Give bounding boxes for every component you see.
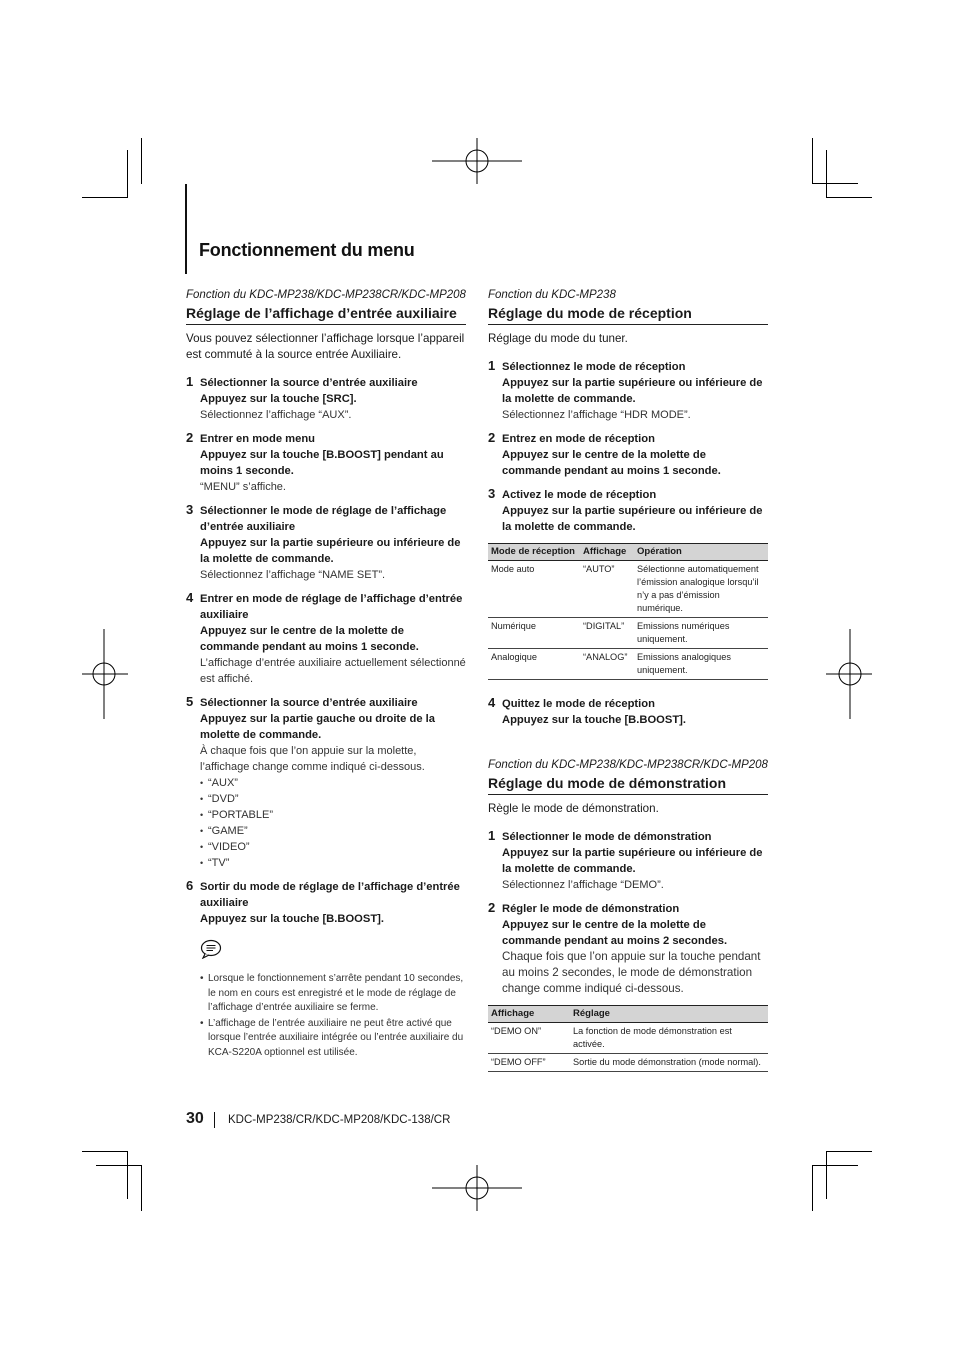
step: [186, 591, 466, 687]
step: [186, 431, 466, 495]
step-action: Appuyez sur la partie supérieure ou inférieure de la molette de commande.: [502, 847, 763, 875]
step-number: 4: [488, 695, 496, 710]
step-title: Activez le mode de réception: [502, 489, 657, 501]
table-cell: La fonction de mode démonstration est activée.: [570, 1023, 768, 1054]
section-intro: Règle le mode de démonstration.: [488, 802, 659, 815]
table-row: [488, 1023, 768, 1054]
section-title: Réglage du mode de réception: [488, 304, 768, 325]
table-cell: Mode auto: [488, 561, 580, 618]
step-number: 3: [488, 486, 496, 501]
table-header: Réglage: [570, 1006, 768, 1023]
table-row: [488, 649, 768, 680]
crop-mark: [826, 1151, 872, 1152]
footer-model: KDC-MP238/CR/KDC-MP208/KDC-138/CR: [228, 1114, 451, 1126]
table-header-row: [488, 1006, 768, 1023]
step-number: 1: [186, 374, 194, 389]
display-options-list: [200, 775, 466, 871]
step-title: Entrer en mode menu: [200, 433, 316, 445]
step-action: Appuyez sur la touche [B.BOOST].: [200, 913, 384, 925]
table-header: Affichage: [580, 544, 634, 561]
page-title: Fonctionnement du menu: [199, 240, 415, 260]
model-applicability: Fonction du KDC-MP238/KDC-MP238CR/KDC-MP208: [488, 759, 768, 771]
step-title: Entrez en mode de réception: [502, 433, 655, 445]
step-title: Sortir du mode de réglage de l’affichage d’entrée auxiliaire: [200, 881, 460, 909]
step-title: Sélectionner le mode de réglage de l’affichage d’entrée auxiliaire: [200, 505, 447, 533]
crop-mark: [826, 150, 827, 198]
demo-mode-section: [488, 758, 768, 1072]
step-number: 2: [488, 430, 496, 445]
step-result: Sélectionnez l’affichage “NAME SET”.: [200, 569, 386, 581]
step-number: 2: [186, 430, 194, 445]
step-action: Appuyez sur la partie gauche ou droite de la molette de commande.: [200, 713, 435, 741]
step: [488, 359, 768, 423]
table-cell: “ANALOG”: [580, 649, 634, 680]
registration-mark-icon: [432, 1165, 522, 1211]
crop-mark: [141, 138, 142, 184]
table-cell: “DIGITAL”: [580, 618, 634, 649]
list-item: • “TV”: [200, 855, 466, 871]
crop-mark: [826, 197, 872, 198]
step-title: Entrer en mode de réglage de l’affichage d’entrée auxiliaire: [200, 593, 463, 621]
crop-mark: [141, 1165, 142, 1211]
step-number: 2: [488, 900, 496, 915]
crop-mark: [127, 1151, 128, 1199]
step-action: Appuyez sur la partie supérieure ou inférieure de la molette de commande.: [200, 537, 461, 565]
step-action: Appuyez sur le centre de la molette de commande pendant au moins 2 secondes.: [502, 919, 728, 947]
list-item: • “GAME”: [200, 823, 466, 839]
table-cell: Sortie du mode démonstration (mode normal).: [570, 1054, 768, 1072]
table-row: [488, 1054, 768, 1072]
note-item: • Lorsque le fonctionnement s’arrête pendant 10 secondes, le nom en cours est enregistré et le mode de réglage de l’affichage d’entrée auxiliaire se ferme.: [200, 972, 466, 1016]
registration-mark-icon: [82, 629, 128, 719]
title-bar: [185, 184, 187, 274]
table-header: Mode de réception: [488, 544, 580, 561]
note-item: • L’affichage de l’entrée auxiliaire ne peut être activé que lorsque l’entrée auxiliaire intégrée ou l’entrée auxiliaire du KCA-S220A optionnel est utilisée.: [200, 1017, 466, 1061]
step: [488, 696, 768, 728]
table-cell: Sélectionne automatiquement l’émission analogique lorsqu’il n’y a pas d’émission numérique.: [634, 561, 768, 618]
step-title: Quittez le mode de réception: [502, 698, 655, 710]
step-title: Sélectionnez le mode de réception: [502, 361, 686, 373]
step-result: Sélectionnez l’affichage “DEMO”.: [502, 879, 664, 891]
model-applicability: Fonction du KDC-MP238/KDC-MP238CR/KDC-MP208: [186, 289, 466, 301]
section-title: Réglage du mode de démonstration: [488, 774, 768, 795]
step: [186, 695, 466, 871]
step-title: Sélectionner le mode de démonstration: [502, 831, 712, 843]
step-result: À chaque fois que l’on appuie sur la molette, l’affichage change comme indiqué ci-dessous.: [200, 745, 425, 773]
step: [186, 375, 466, 423]
table-header: Opération: [634, 544, 768, 561]
table-cell: Numérique: [488, 618, 580, 649]
step: [488, 901, 768, 997]
table-cell: “AUTO”: [580, 561, 634, 618]
step: [488, 829, 768, 893]
step-result: L’affichage d’entrée auxiliaire actuellement sélectionné est affiché.: [200, 657, 466, 685]
step-title: Sélectionner la source d’entrée auxiliaire: [200, 377, 418, 389]
step-number: 4: [186, 590, 194, 605]
table-cell: “DEMO OFF”: [488, 1054, 570, 1072]
step-title: Régler le mode de démonstration: [502, 903, 680, 915]
reception-mode-table: [488, 543, 768, 680]
table-header-row: [488, 544, 768, 561]
crop-mark: [812, 138, 813, 184]
list-item: • “DVD”: [200, 791, 466, 807]
registration-mark-icon: [826, 629, 872, 719]
step-action: Appuyez sur la partie supérieure ou inférieure de la molette de commande.: [502, 505, 763, 533]
step-action: Appuyez sur la touche [SRC].: [200, 393, 357, 405]
table-row: [488, 561, 768, 618]
step-result: Chaque fois que l’on appuie sur la touche pendant au moins 2 secondes, le mode de démonstration change comme indiqué ci-dessous.: [502, 950, 761, 995]
crop-mark: [812, 1165, 813, 1211]
step-result: Sélectionnez l’affichage “HDR MODE”.: [502, 409, 691, 421]
list-item: • “AUX”: [200, 775, 466, 791]
reception-mode-section: [488, 288, 768, 728]
step-action: Appuyez sur la touche [B.BOOST] pendant au moins 1 seconde.: [200, 449, 444, 477]
crop-mark: [826, 1151, 827, 1199]
step-number: 5: [186, 694, 194, 709]
crop-mark: [96, 1165, 142, 1166]
step: [488, 487, 768, 535]
list-item: • “PORTABLE”: [200, 807, 466, 823]
crop-mark: [812, 183, 858, 184]
table-row: [488, 618, 768, 649]
table-cell: Emissions analogiques uniquement.: [634, 649, 768, 680]
section-intro: Réglage du mode du tuner.: [488, 332, 628, 345]
notes-list: [186, 972, 466, 1060]
right-column: [488, 288, 768, 1088]
step-title: Sélectionner la source d’entrée auxiliaire: [200, 697, 418, 709]
step-action: Appuyez sur la touche [B.BOOST].: [502, 714, 686, 726]
table-header: Affichage: [488, 1006, 570, 1023]
step-action: Appuyez sur la partie supérieure ou inférieure de la molette de commande.: [502, 377, 763, 405]
step-result: Sélectionnez l’affichage “AUX”.: [200, 409, 352, 421]
step-number: 3: [186, 502, 194, 517]
demo-mode-table: [488, 1005, 768, 1072]
step-number: 1: [488, 358, 496, 373]
section-intro: Vous pouvez sélectionner l’affichage lorsque l’appareil est commuté à la source entrée Auxiliaire.: [186, 332, 465, 361]
step-number: 1: [488, 828, 496, 843]
step: [186, 879, 466, 927]
table-cell: Analogique: [488, 649, 580, 680]
step-action: Appuyez sur le centre de la molette de commande pendant au moins 1 seconde.: [200, 625, 419, 653]
footer-divider: [214, 1112, 215, 1128]
table-cell: “DEMO ON”: [488, 1023, 570, 1054]
table-cell: Emissions numériques uniquement.: [634, 618, 768, 649]
model-applicability: Fonction du KDC-MP238: [488, 289, 616, 301]
note-icon: [200, 939, 222, 959]
crop-mark: [127, 150, 128, 198]
crop-mark: [82, 1151, 128, 1152]
step-number: 6: [186, 878, 194, 893]
section-title: Réglage de l’affichage d’entrée auxiliaire: [186, 304, 466, 325]
step: [488, 431, 768, 479]
aux-display-section: [186, 288, 466, 1061]
step-result: “MENU” s’affiche.: [200, 481, 286, 493]
crop-mark: [82, 197, 128, 198]
crop-mark: [812, 1165, 858, 1166]
list-item: • “VIDEO”: [200, 839, 466, 855]
registration-mark-icon: [432, 138, 522, 184]
step-action: Appuyez sur le centre de la molette de commande pendant au moins 1 seconde.: [502, 449, 721, 477]
page-number: 30: [186, 1110, 204, 1127]
step: [186, 503, 466, 583]
